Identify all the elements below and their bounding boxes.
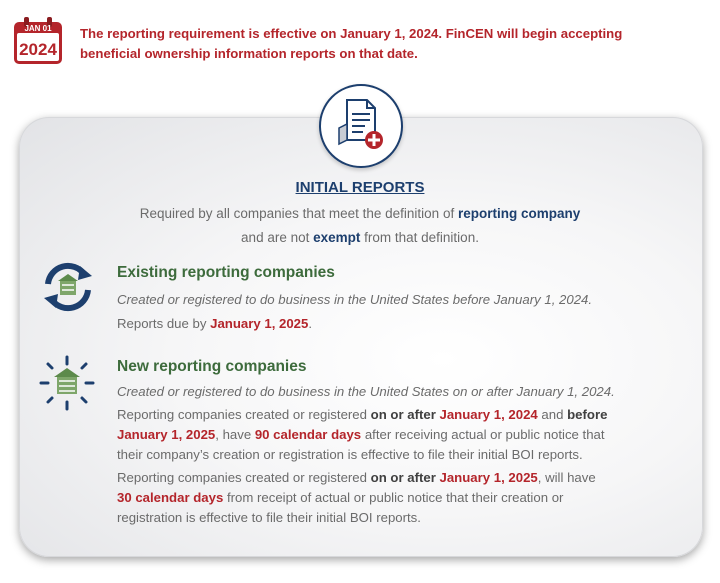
new-para1-line3: their company’s creation or registration is effective to file their initial BOI reports. [117, 447, 583, 462]
existing-definition-text: Created or registered to do business in the United States before January 1, 2024. [117, 292, 593, 307]
intro-text: from that definition. [360, 230, 479, 245]
new-para2-line2 [117, 490, 563, 505]
para-emphasis: before [567, 407, 608, 422]
para-text: , will have [537, 470, 596, 485]
card-title: INITIAL REPORTS [295, 179, 425, 196]
calendar-month: JAN 01 [24, 24, 52, 33]
para-text: Reporting companies created or registered [117, 407, 371, 422]
calendar-year: 2024 [19, 40, 57, 59]
calendar-icon [13, 17, 63, 65]
para-days: 90 calendar days [254, 427, 362, 442]
existing-definition [117, 292, 592, 307]
para-days: 30 calendar days [117, 490, 224, 505]
intro-line-2 [0, 230, 720, 245]
exempt-term: exempt [313, 230, 361, 245]
new-para1-line1 [117, 407, 607, 422]
new-definition-text: Created or registered to do business in the United States on or after January 1, 2024. [117, 384, 615, 399]
notice-line-2: beneficial ownership information reports on that date. [80, 46, 418, 61]
para-text: and [537, 407, 568, 422]
document-add-icon [319, 84, 403, 168]
new-para1-line2 [117, 427, 605, 442]
new-definition [117, 384, 615, 399]
new-building-icon [38, 354, 96, 417]
para-emphasis: on or after [370, 470, 440, 485]
intro-line-1 [0, 206, 720, 221]
reporting-company-term: reporting company [457, 206, 581, 221]
due-text: Reports due by [117, 316, 211, 331]
notice-line-1: The reporting requirement is effective on January 1, 2024. FinCEN will begin accepting [80, 26, 623, 41]
new-heading: New reporting companies [117, 358, 307, 375]
para-emphasis: on or after [370, 407, 440, 422]
existing-due [117, 316, 312, 331]
effective-date-notice [80, 24, 700, 64]
para-date: January 1, 2025 [439, 470, 538, 485]
para-text: from receipt of actual or public notice that their creation or [223, 490, 564, 505]
new-para2-line1 [117, 470, 596, 485]
refresh-building-icon [40, 262, 96, 317]
intro-text: Required by all companies that meet the definition of [139, 206, 458, 221]
para-text: Reporting companies created or registered [117, 470, 371, 485]
due-text: . [308, 316, 313, 331]
new-para2-line3: registration is effective to file their initial BOI reports. [117, 510, 421, 525]
para-text: after receiving actual or public notice that [361, 427, 605, 442]
intro-text: and are not [241, 230, 314, 245]
para-date: January 1, 2025 [117, 427, 216, 442]
due-date: January 1, 2025 [210, 316, 309, 331]
para-date: January 1, 2024 [439, 407, 538, 422]
existing-heading: Existing reporting companies [117, 264, 335, 281]
para-text: , have [215, 427, 255, 442]
